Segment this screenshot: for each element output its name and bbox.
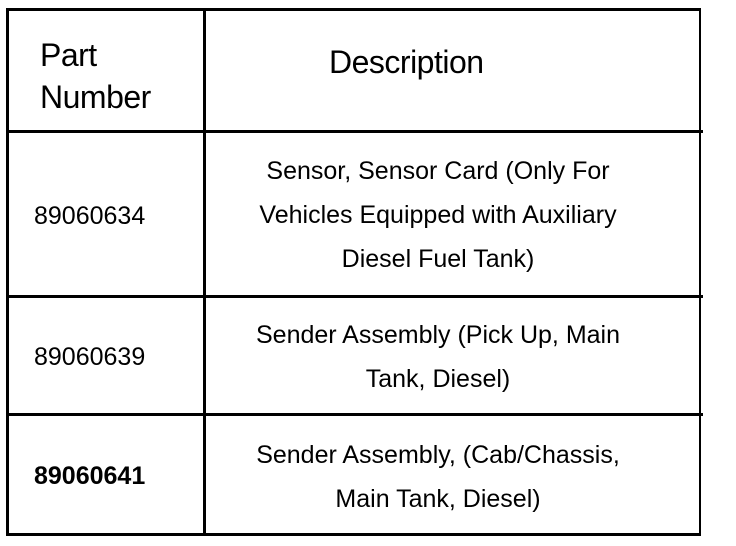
column-divider: [203, 8, 206, 536]
row-divider: [6, 295, 703, 298]
row-1-part-number: 89060634: [34, 202, 146, 230]
row-3-description: Sender Assembly, (Cab/Chassis, Main Tank, Diesel): [256, 441, 620, 513]
row-divider: [6, 413, 703, 416]
row-1-description: Sensor, Sensor Card (Only For Vehicles Equipped with Auxiliary Diesel Fuel Tank): [259, 157, 617, 273]
header-divider: [6, 130, 703, 133]
row-2-description: Sender Assembly (Pick Up, Main Tank, Diesel): [255, 321, 621, 393]
row-2-part-number: 89060639: [34, 343, 146, 371]
header-part-number: Part Number: [40, 37, 151, 115]
header-description: Description: [329, 44, 484, 80]
row-3-part-number: 89060641: [34, 462, 146, 490]
